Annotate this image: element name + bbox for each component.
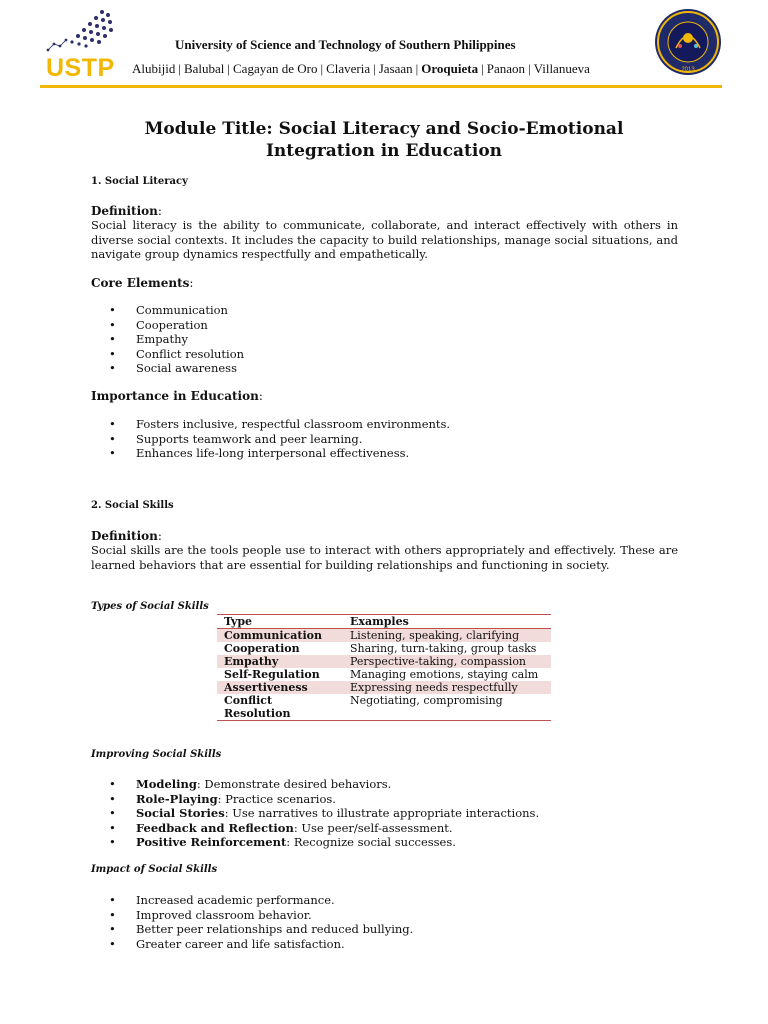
table-cell-type: Communication [217, 629, 343, 643]
table-header-examples: Examples [343, 615, 551, 629]
list-item: • Role-Playing: Practice scenarios. [136, 792, 723, 807]
campus-name: Balubal [183, 61, 225, 76]
list-item: • Social awareness [136, 361, 723, 376]
campus-name: Claveria [326, 61, 371, 76]
campus-separator: | [320, 61, 324, 76]
list-item: • Supports teamwork and peer learning. [136, 432, 723, 447]
list-item: • Increased academic performance. [136, 893, 723, 908]
university-name: University of Science and Technology of Southern Philippines [175, 37, 516, 52]
campus-separator: | [227, 61, 230, 76]
page-header [0, 0, 768, 90]
section1-heading: 1. Social Literacy [91, 176, 188, 187]
table-cell-examples: Negotiating, compromising [343, 694, 551, 721]
table-header-row [217, 615, 551, 629]
department-seal-icon [654, 8, 722, 76]
social-skills-table [217, 614, 551, 721]
list-item: • Modeling: Demonstrate desired behaviors. [136, 777, 723, 792]
table-cell-examples: Sharing, turn-taking, group tasks [350, 642, 537, 655]
table-cell-type: Assertiveness [217, 681, 343, 694]
table-cell-type: Self-Regulation [224, 668, 320, 681]
campus-separator: | [481, 61, 484, 76]
campus-name: Cagayan de Oro [233, 61, 318, 76]
table-row [217, 668, 551, 681]
table-row [217, 655, 551, 668]
header-divider [40, 85, 722, 88]
table-row [217, 681, 551, 694]
table-cell-type: Cooperation [224, 642, 300, 655]
core-elements-label: Core Elements: [91, 276, 194, 290]
section1-definition-label: Definition: [91, 204, 162, 218]
list-item: • Communication [136, 303, 723, 318]
seal-year: 2013 [681, 67, 695, 73]
list-item: • Feedback and Reflection: Use peer/self-assessment. [136, 821, 723, 836]
table-cell-examples: Listening, speaking, clarifying [343, 629, 551, 643]
improving-label: Improving Social Skills [91, 749, 222, 760]
campus-name: Oroquieta [421, 61, 479, 76]
impact-list [91, 893, 723, 951]
types-label: Types of Social Skills [91, 601, 209, 612]
table-row [217, 642, 551, 655]
list-item: • Cooperation [136, 318, 723, 333]
section2-definition-label: Definition: [91, 529, 162, 543]
list-item: • Better peer relationships and reduced bullying. [136, 922, 723, 937]
campus-separator: | [178, 61, 181, 76]
list-item: • Enhances life-long interpersonal effectiveness. [136, 446, 723, 461]
ustp-logo-text: USTP [46, 54, 115, 82]
section2-heading: 2. Social Skills [91, 500, 174, 511]
impact-label: Impact of Social Skills [91, 864, 218, 875]
section2-definition-text: Social skills are the tools people use to interact with others appropriately and effectively. These are learned behaviors that are essential for building relationships and functioning in society. [91, 543, 678, 572]
importance-label: Importance in Education: [91, 389, 263, 403]
table-cell-examples: Expressing needs respectfully [343, 681, 551, 694]
campus-name: Villanueva [533, 61, 590, 76]
list-item: • Greater career and life satisfaction. [136, 937, 723, 952]
table-row [217, 694, 551, 721]
page-title: Module Title: Social Literacy and Socio-Emotional Integration in Education [144, 119, 624, 161]
section1-definition-text: Social literacy is the ability to communicate, collaborate, and interact effectively with others in diverse social contexts. It includes the capacity to build relationships, manage social situations, and navigate group dynamics respectfully and empathetically. [91, 218, 678, 261]
table-cell-type: Conflict Resolution [217, 694, 343, 721]
list-item: • Empathy [136, 332, 723, 347]
campus-separator: | [528, 61, 531, 76]
ustp-logo-dots-icon [40, 6, 130, 58]
table-cell-examples: Perspective-taking, compassion [343, 655, 551, 668]
table-cell-examples: Managing emotions, staying calm [350, 668, 539, 681]
table-header-type: Type [217, 615, 343, 629]
list-item: • Improved classroom behavior. [136, 908, 723, 923]
list-item: • Social Stories: Use narratives to illustrate appropriate interactions. [136, 806, 723, 821]
improving-list [91, 777, 723, 850]
table-row [217, 629, 551, 643]
campus-name: Jasaan [378, 61, 413, 76]
campus-separator: | [373, 61, 376, 76]
campus-list [132, 61, 590, 77]
list-item: • Conflict resolution [136, 347, 723, 362]
list-item: • Positive Reinforcement: Recognize social successes. [136, 835, 723, 850]
campus-name: Panaon [486, 61, 525, 76]
campus-name: Alubijid [132, 61, 176, 76]
campus-separator: | [415, 61, 419, 76]
core-elements-list [91, 303, 723, 376]
table-cell-type: Empathy [217, 655, 343, 668]
list-item: • Fosters inclusive, respectful classroom environments. [136, 417, 723, 432]
importance-list [91, 417, 723, 461]
